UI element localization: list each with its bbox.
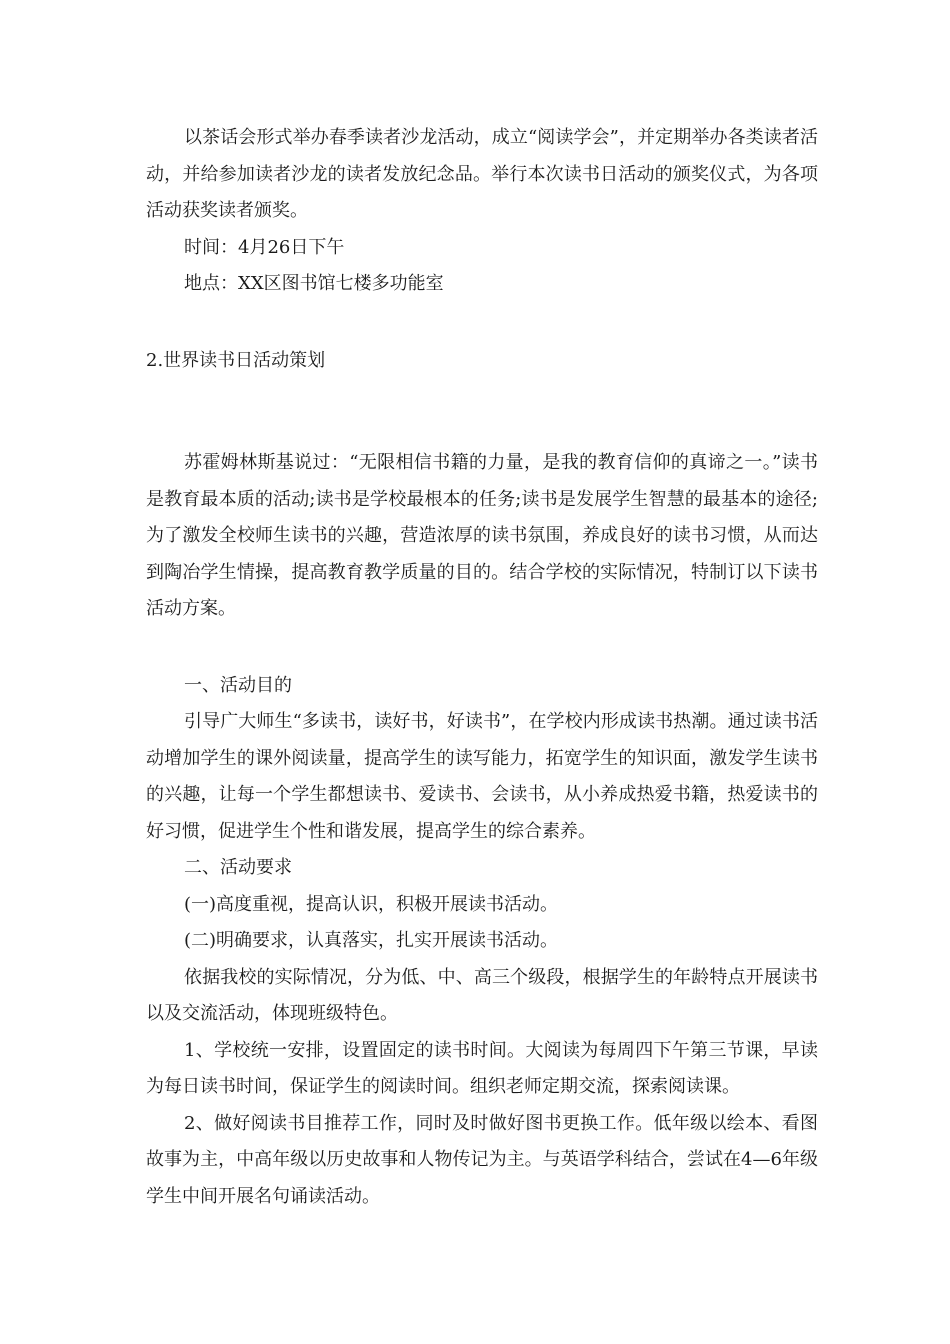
spacer [146, 379, 818, 445]
heading-purpose: 一、活动目的 [184, 674, 292, 696]
intro-paragraph: 苏霍姆林斯基说过：“无限相信书籍的力量，是我的教育信仰的真谛之一。”读书是教育最本质的活动;读书是学校最根本的任务;读书是发展学生智慧的最基本的途径;为了激发全校师生读书的兴趣，营造浓厚的读书氛围，养成良好的读书习惯，从而达到陶冶学生情操，提高教育教学质量的目的。结合学校的实际情况，特制订以下读书活动方案。 [146, 452, 818, 619]
event-place: 地点：XX区图书馆七楼多功能室 [184, 273, 444, 294]
salon-paragraph: 以茶话会形式举办春季读者沙龙活动，成立“阅读学会”，并定期举办各类读者活动，并给参加读者沙龙的读者发放纪念品。举行本次读书日活动的颁奖仪式，为各项活动获奖读者颁奖。 [146, 127, 818, 221]
list-item-1: 1、学校统一安排，设置固定的读书时间。大阅读为每周四下午第三节课，早读为每日读书时间，保证学生的阅读时间。组织老师定期交流，探索阅读课。 [146, 1039, 818, 1097]
requirement-2: (二)明确要求，认真落实，扎实开展读书活动。 [184, 930, 559, 951]
spacer [146, 628, 818, 668]
list-item-2: 2、做好阅读书目推荐工作，同时及时做好图书更换工作。低年级以绘本、看图故事为主，中高年级以历史故事和人物传记为主。与英语学科结合，尝试在4—6年级学生中间开展名句诵读活动。 [146, 1112, 818, 1207]
spacer [146, 303, 818, 343]
requirement-1: (一)高度重视，提高认识，积极开展读书活动。 [184, 893, 559, 915]
levels-paragraph: 依据我校的实际情况，分为低、中、高三个级段，根据学生的年龄特点开展读书以及交流活动，体现班级特色。 [146, 966, 818, 1024]
section-title: 2.世界读书日活动策划 [146, 349, 326, 371]
heading-requirements: 二、活动要求 [184, 857, 292, 878]
document-page [146, 120, 818, 1215]
purpose-paragraph: 引导广大师生“多读书，读好书，好读书”，在学校内形成读书热潮。通过读书活动增加学生的课外阅读量，提高学生的读写能力，拓宽学生的知识面，激发学生读书的兴趣，让每一个学生都想读书、爱读书、会读书，从小养成热爱书籍，热爱读书的好习惯，促进学生个性和谐发展，提高学生的综合素养。 [146, 711, 818, 842]
event-time: 时间：4月26日下午 [184, 236, 345, 258]
